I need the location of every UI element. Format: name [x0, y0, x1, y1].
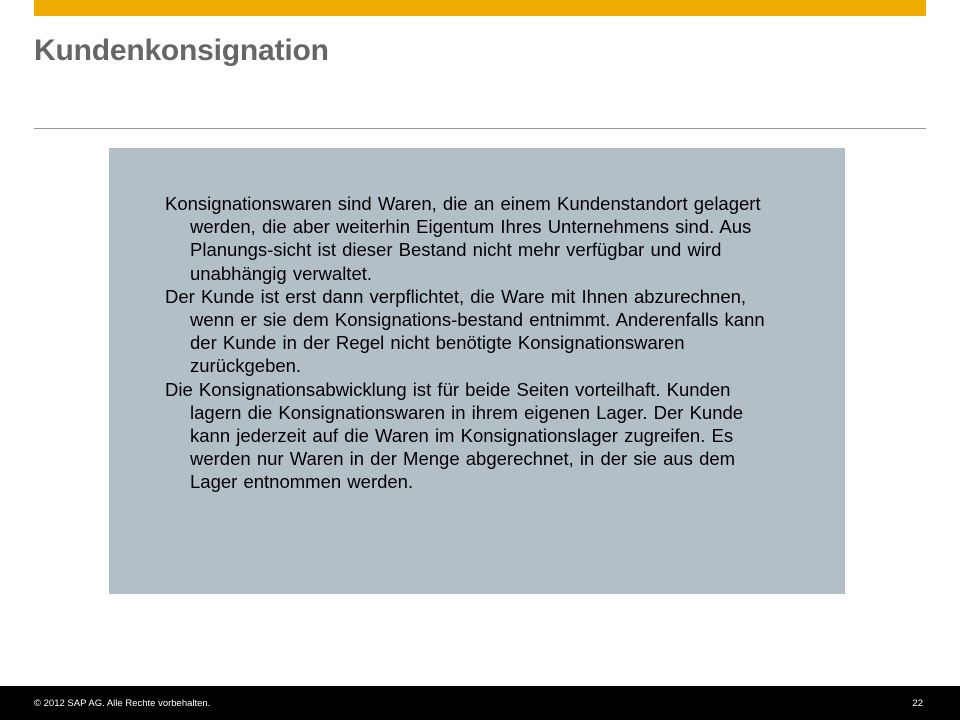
title-divider — [34, 128, 926, 129]
footer-bar — [0, 686, 960, 720]
paragraph-1: Konsignationswaren sind Waren, die an einem Kundenstandort gelagert werden, die aber weiterhin Eigentum Ihres Unternehmens sind. Aus Planungs-sicht ist dieser Bestand nicht mehr verfügbar und wird unabhängig verwaltet. — [165, 193, 761, 284]
paragraph-list — [165, 192, 765, 494]
top-accent-bar — [34, 0, 926, 16]
footer-copyright: © 2012 SAP AG. Alle Rechte vorbehalten. — [34, 698, 211, 709]
content-box — [109, 148, 845, 594]
page-number: 22 — [912, 698, 923, 709]
paragraph-2: Der Kunde ist erst dann verpflichtet, die Ware mit Ihnen abzurechnen, wenn er sie dem Konsignations-bestand entnimmt. Anderenfalls kann der Kunde in der Regel nicht benötigte Konsignationswaren zurückgeben. — [165, 285, 765, 377]
page-title: Kundenkonsignation — [34, 34, 329, 67]
paragraph-3: Die Konsignationsabwicklung ist für beide Seiten vorteilhaft. Kunden lagern die Konsignationswaren in ihrem eigenen Lager. Der Kunde kann jederzeit auf die Waren im Konsignationslager zugreifen. Es werden nur Waren in der Menge abgerechnet, in der sie aus dem Lager entnommen werden. — [165, 378, 744, 493]
